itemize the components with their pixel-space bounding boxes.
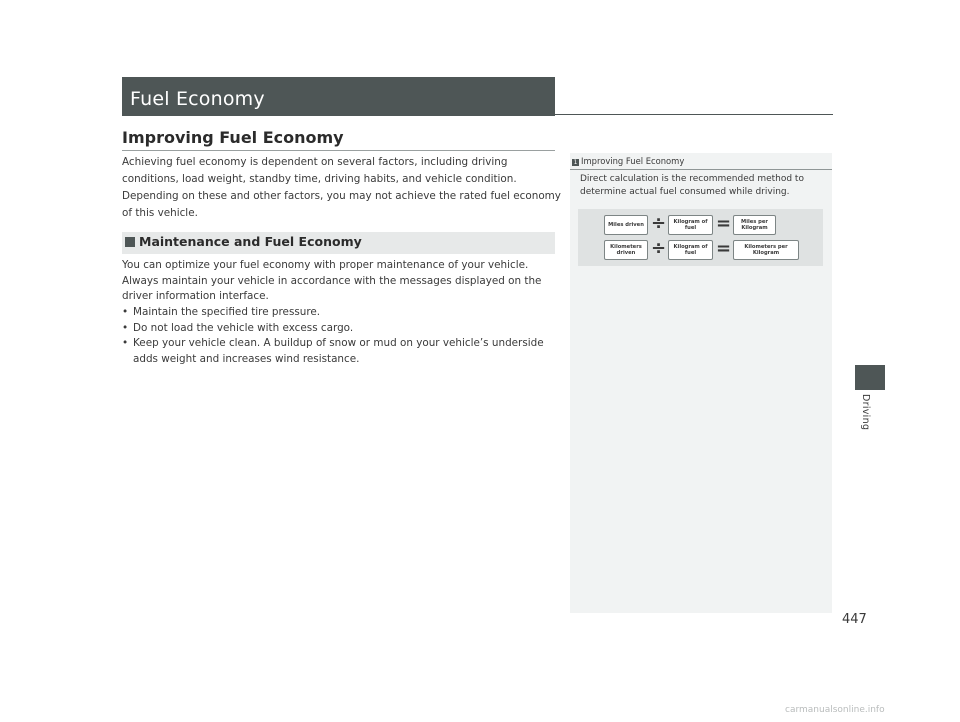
watermark: carmanualsonline.info [785,705,885,715]
list-item: • Keep your vehicle clean. A buildup of snow or mud on your vehicle’s underside adds weight and increases wind resistance. [122,337,544,365]
formula-divisor-kilogram: Kilogram of fuel [668,240,713,260]
equals-icon: = [716,238,732,259]
formula-result-mpk: Miles per Kilogram [733,215,776,235]
chapter-tab [855,365,885,390]
subsection-title: Maintenance and Fuel Economy [139,234,362,249]
note-text: Direct calculation is the recommended method to determine actual fuel consumed while driving. [580,174,804,197]
equals-icon: = [716,213,732,234]
chapter-tab-label: Driving [860,394,871,431]
square-bullet-icon [125,237,135,247]
note-marker-icon: 1 [573,159,578,166]
bullet-dot-icon: • [122,321,129,334]
formula-divisor-kilogram: Kilogram of fuel [668,215,713,235]
formula-dividend-miles: Miles driven [604,215,648,235]
bullet-dot-icon: • [122,337,129,349]
note-rule [570,169,832,170]
list-item: • Maintain the specified tire pressure. [122,305,552,321]
intro-paragraph: Achieving fuel economy is dependent on several factors, including driving conditions, load weight, standby time, driving habits, and vehicle condition. Depending on these and other factors, you may not achieve the rated fuel economy of this vehicle. [122,156,561,219]
section-rule [122,150,555,151]
divide-icon: ÷ [651,238,667,259]
bullet-dot-icon: • [122,306,129,318]
section-title: Improving Fuel Economy [122,128,344,147]
formula-dividend-kilometers: Kilometers driven [604,240,648,260]
fuel-calculation-diagram [578,209,823,266]
formula-result-kpk: Kilometers per Kilogram [733,240,799,260]
chapter-title-bar [122,77,555,116]
subsection-header [122,232,555,254]
note-heading: 1 Improving Fuel Economy [573,156,685,166]
tips-list [122,305,552,367]
title-rule [555,114,833,115]
divide-icon: ÷ [651,213,667,234]
list-item: • Do not load the vehicle with excess cargo. [122,321,552,337]
maintenance-paragraph: You can optimize your fuel economy with proper maintenance of your vehicle. Always maintain your vehicle in accordance with the messages displayed on the driver information interface. [122,259,542,302]
page-number: 447 [842,612,867,627]
chapter-title: Fuel Economy [130,88,265,110]
